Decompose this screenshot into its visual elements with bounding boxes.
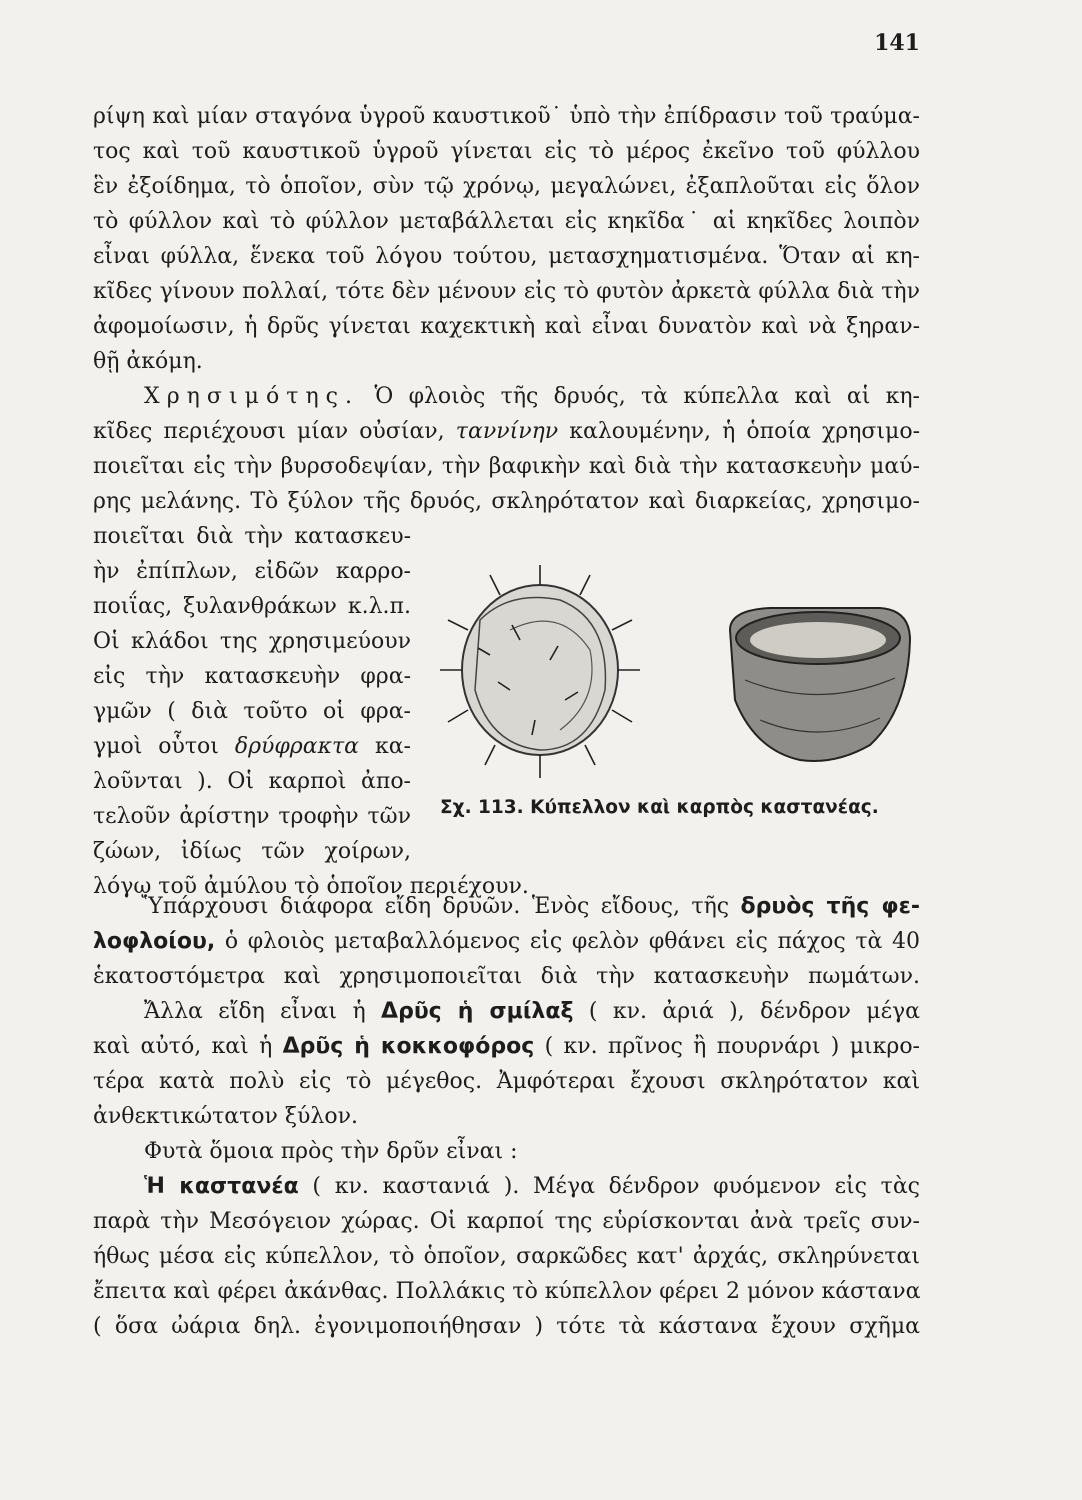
text-line: ἑκατοστόμετρα καὶ χρησιμοποιεῖται διὰ τὴν κατασκευὴν πωμάτων.	[93, 964, 920, 989]
text-line	[144, 997, 920, 1027]
text-line: ποιεῖται διὰ τὴν κατασκευ-	[93, 524, 411, 549]
bold-term: Δρῦς ἡ σμίλαξ	[381, 999, 574, 1024]
text-span: καλουμένην, ἡ ὁποία χρησιμο-	[569, 419, 921, 444]
text-span: Ὁ φλοιὸς τῆς δρυός, τὰ κύπελλα καὶ αἱ κη-	[374, 384, 920, 409]
bold-term: λοφλοίου,	[93, 929, 216, 954]
bold-term: Δρῦς ἡ κοκκοφόρος	[282, 1034, 535, 1059]
italic-term: δρύφρακτα	[234, 734, 360, 759]
text-line: ποιεῖται εἰς τὴν βυρσοδεψίαν, τὴν βαφικὴν καὶ διὰ τὴν κατασκευὴν μαύ-	[93, 454, 920, 479]
text-span: Ὑπάρχουσι διάφορα εἴδη δρυῶν. Ἑνὸς εἴδους, τῆς	[144, 894, 730, 919]
text-line	[144, 892, 920, 922]
italic-term: ταννίνην	[455, 419, 559, 444]
text-line: τελοῦν ἀρίστην τροφὴν τῶν	[93, 804, 411, 829]
chestnut-illustration	[440, 560, 940, 810]
bold-term: δρυὸς τῆς φε-	[740, 894, 920, 919]
text-line: κῖδες γίνουν πολλαί, τότε δὲν μένουν εἰς τὸ φυτὸν ἀρκετὰ φύλλα διὰ τὴν	[93, 279, 920, 304]
text-line	[93, 1032, 920, 1062]
figure-chestnut	[440, 560, 940, 810]
text-line: ήθως μέσα εἰς κύπελλον, τὸ ὁποῖον, σαρκῶδες κατ' ἀρχάς, σκληρύνεται	[93, 1244, 920, 1269]
text-line: θῇ ἀκόμη.	[93, 349, 203, 374]
text-line: γμῶν ( διὰ τοῦτο οἱ φρα-	[93, 699, 411, 724]
text-line: εἰς τὴν κατασκευὴν φρα-	[93, 664, 411, 689]
text-span: ( κν. καστανιά ). Μέγα δένδρον φυόμενον εἰς τὰς	[312, 1174, 920, 1199]
text-line: ζώων, ἰδίως τῶν χοίρων,	[93, 839, 411, 864]
text-span: καὶ αὐτό, καὶ ἡ	[93, 1034, 273, 1059]
text-line: λόγῳ τοῦ ἀμύλου τὸ ὁποῖον περιέχουν.	[93, 874, 529, 899]
text-line	[93, 732, 411, 762]
text-span: ὁ φλοιὸς μεταβαλλόμενος εἰς φελὸν φθάνει εἰς πάχος τὰ 40	[224, 929, 920, 954]
text-line: ὴν ἐπίπλων, εἰδῶν καρρο-	[93, 559, 411, 584]
bold-term: Ἡ καστανέα	[144, 1174, 299, 1199]
empty-cupule-image	[730, 608, 910, 761]
text-line: ἔπειτα καὶ φέρει ἀκάνθας. Πολλάκις τὸ κύπελλον φέρει 2 μόνον κάστανα	[93, 1279, 921, 1304]
page-number: 141	[874, 30, 920, 56]
text-line: τὸ φύλλον καὶ τὸ φύλλον μεταβάλλεται εἰς κηκῖδα˙ αἱ κηκῖδες λοιπὸν	[93, 209, 920, 234]
text-span: κα-	[374, 734, 411, 759]
text-line: Οἱ κλάδοι της χρησιμεύουν	[93, 629, 411, 654]
text-span: Ἄλλα εἴδη εἶναι ἡ	[144, 999, 366, 1024]
text-line: εἶναι φύλλα, ἕνεκα τοῦ λόγου τούτου, μετασχηματισμένα. Ὅταν αἱ κη-	[93, 244, 920, 269]
text-line: ( ὅσα ὠάρια δηλ. ἐγονιμοποιήθησαν ) τότε τὰ κάστανα ἔχουν σχῆμα	[93, 1314, 920, 1339]
text-line: ρης μελάνης. Τὸ ξύλον τῆς δρυός, σκληρότατον καὶ διαρκείας, χρησιμο-	[93, 489, 920, 514]
text-line: ἀφομοίωσιν, ἡ δρῦς γίνεται καχεκτικὴ καὶ εἶναι δυνατὸν καὶ νὰ ξηραν-	[93, 314, 920, 339]
text-line: ἀνθεκτικώτατον ξύλον.	[93, 1104, 358, 1129]
section-heading: Χρησιμότης.	[144, 384, 360, 409]
text-line	[144, 1172, 920, 1202]
text-span: κῖδες περιέχουσι μίαν οὐσίαν,	[93, 419, 445, 444]
text-line: παρὰ τὴν Μεσόγειον χώρας. Οἱ καρποί της εὑρίσκονται ἀνὰ τρεῖς συν-	[93, 1209, 920, 1234]
text-line: ρίψη καὶ μίαν σταγόνα ὑγροῦ καυστικοῦ˙ ὑπὸ τὴν ἐπίδρασιν τοῦ τραύμα-	[93, 104, 920, 129]
text-line: τος καὶ τοῦ καυστικοῦ ὑγροῦ γίνεται εἰς τὸ μέρος ἐκεῖνο τοῦ φύλλου	[93, 139, 920, 164]
text-line: Φυτὰ ὅμοια πρὸς τὴν δρῦν εἶναι :	[144, 1139, 518, 1164]
text-line: τέρα κατὰ πολὺ εἰς τὸ μέγεθος. Ἀμφότεραι ἔχουσι σκληρότατον καὶ	[93, 1069, 920, 1094]
text-line: λοῦνται ). Οἱ καρποὶ ἀπο-	[93, 769, 411, 794]
text-line	[93, 417, 920, 447]
text-line: ποιΐας, ξυλανθράκων κ.λ.π.	[93, 594, 411, 619]
text-span: γμοὶ οὗτοι	[93, 734, 219, 759]
text-span: ( κν. πρῖνος ἢ πουρνάρι ) μικρο-	[544, 1034, 920, 1059]
spiny-husk-image	[440, 565, 640, 778]
text-line	[144, 382, 920, 412]
text-line	[93, 927, 920, 957]
text-line: ἓν ἐξοίδημα, τὸ ὁποῖον, σὺν τῷ χρόνῳ, μεγαλώνει, ἐξαπλοῦται εἰς ὅλον	[93, 174, 920, 199]
figure-caption: Σχ. 113. Κύπελλον καὶ καρπὸς καστανέας.	[440, 797, 879, 818]
text-span: ( κν. ἀριά ), δένδρον μέγα	[588, 999, 920, 1024]
